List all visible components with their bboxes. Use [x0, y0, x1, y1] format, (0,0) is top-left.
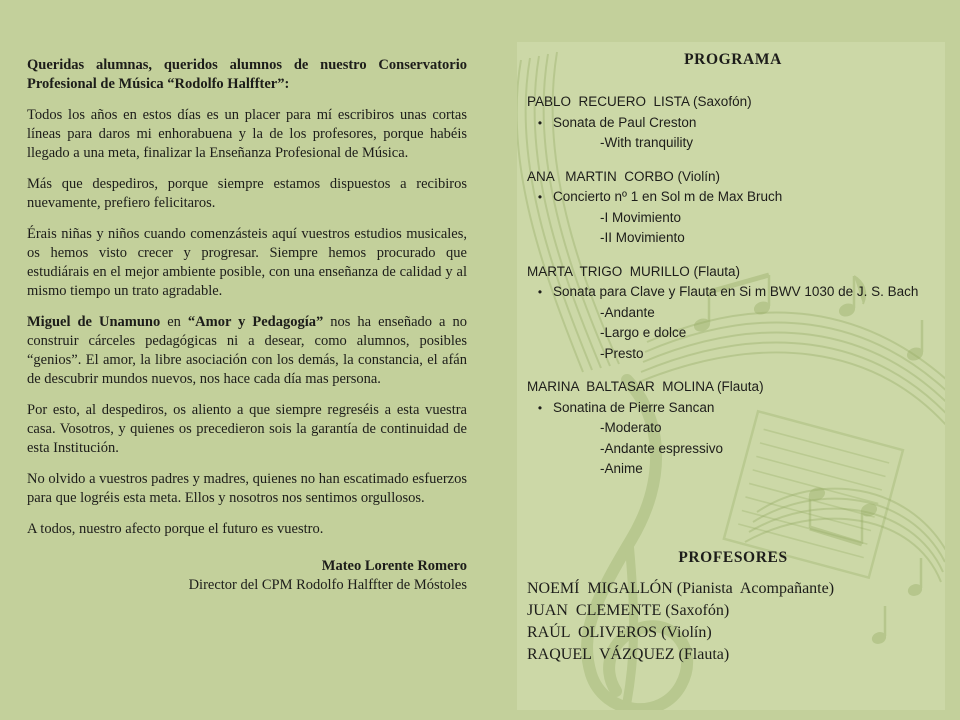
program-entry — [527, 167, 939, 249]
letter-text-bold: “Amor y Pedagogía” — [187, 314, 324, 330]
letter-text: Más que despediros, porque siempre estamos dispuestos a recibiros nuevamente, prefiero felicitaros. — [27, 176, 467, 211]
piece-line — [527, 282, 939, 303]
letter-text: Todos los años en estos días es un placer para mí escribiros unas cortas líneas para daros mi enhorabuena y la de los profesores, porque habéis llegado a una meta, finalizar la Enseñanza Profesional de Música. — [27, 107, 467, 161]
letter-paragraph — [27, 520, 467, 539]
piece-line — [527, 113, 939, 134]
letter-paragraph — [27, 56, 467, 94]
letter-text: A todos, nuestro afecto porque el futuro es vuestro. — [27, 521, 324, 537]
letter-paragraph — [27, 401, 467, 458]
letter-body — [27, 56, 467, 595]
letter-paragraph — [27, 106, 467, 163]
professors-list — [527, 578, 939, 666]
letter-text: en — [160, 314, 188, 330]
program-entry — [527, 92, 939, 154]
program-title: PROGRAMA — [684, 51, 782, 68]
movement-line: -Moderato — [600, 420, 662, 435]
program-panel — [517, 42, 945, 710]
performer-name: MARINA BALTASAR MOLINA (Flauta) — [527, 379, 764, 394]
movement-line: -Anime — [600, 461, 643, 476]
piece-line — [527, 398, 939, 419]
letter-paragraph — [27, 225, 467, 301]
letter-text: Érais niñas y niños cuando comenzásteis aquí vuestros estudios musicales, os hemos visto crecer y progresar. Siempre hemos procurado que estudiárais en el mejor ambiente posible, con una enseñanza de calidad y al mismo tiempo un trato agradable. — [27, 226, 467, 299]
movement-line: -II Movimiento — [600, 230, 685, 245]
letter-paragraph — [27, 175, 467, 213]
letter-paragraph — [27, 557, 467, 576]
movement-line: -Presto — [600, 345, 644, 361]
performer-name: ANA MARTIN CORBO (Violín) — [527, 168, 721, 184]
letter-paragraph — [27, 313, 467, 389]
professor-line: RAQUEL VÁZQUEZ (Flauta) — [527, 645, 730, 663]
bullet-icon: • — [537, 285, 543, 299]
piece-title: Sonata de Paul Creston — [553, 114, 697, 130]
letter-text-bold: Miguel de Unamuno — [27, 314, 161, 330]
professor-line: JUAN CLEMENTE (Saxofón) — [527, 601, 730, 619]
performer-name: MARTA TRIGO MURILLO (Flauta) — [527, 263, 741, 279]
letter-text: Director del CPM Rodolfo Halffter de Móstoles — [188, 577, 467, 593]
letter-paragraph — [27, 470, 467, 508]
program-entry — [527, 262, 939, 365]
program-entry — [527, 377, 939, 480]
letter-text-bold: Queridas alumnas, queridos alumnos de nuestro Conservatorio Profesional de Música “Rodolfo Halffter”: — [27, 57, 467, 92]
movement-line: -Andante espressivo — [600, 440, 724, 456]
bullet-icon: • — [537, 400, 543, 415]
letter-column — [27, 56, 467, 595]
movement-line: -Andante — [600, 304, 655, 320]
piece-title: Concierto nº 1 en Sol m de Max Bruch — [553, 189, 783, 204]
letter-text: No olvido a vuestros padres y madres, quienes no han escatimado esfuerzos para que logréis esta meta. Ellos y nosotros nos sentimos orgullosos. — [27, 471, 467, 506]
letter-text: nos ha enseñado a no construir cárceles pedagógicas ni a desear, como alumnos, posibles “genios”. El amor, la libre asociación con los demás, la constancia, el afán de descubrir mundos nuevos, nos hace cada día mas persona. — [27, 314, 467, 387]
professors-title: PROFESORES — [678, 548, 788, 566]
piece-title: Sonatina de Pierre Sancan — [553, 399, 715, 415]
performer-name: PABLO RECUERO LISTA (Saxofón) — [527, 94, 752, 109]
movement-line: -Largo e dolce — [600, 325, 687, 340]
program-panel-content — [517, 42, 945, 666]
piece-line — [527, 187, 939, 208]
program-entries — [527, 92, 939, 480]
movement-line: -With tranquility — [600, 135, 694, 150]
professor-line: RAÚL OLIVEROS (Violín) — [527, 623, 712, 641]
letter-text: Por esto, al despediros, os aliento a que siempre regreséis a esta vuestra casa. Vosotros, y quienes os precedieron sois la garantía de continuidad de esta Institución. — [27, 402, 467, 456]
letter-paragraph — [27, 576, 467, 595]
letter-text-bold: Mateo Lorente Romero — [321, 558, 467, 574]
bullet-icon: • — [537, 190, 543, 204]
movement-line: -I Movimiento — [600, 209, 682, 225]
bullet-icon: • — [537, 115, 543, 130]
piece-title: Sonata para Clave y Flauta en Si m BWV 1030 de J. S. Bach — [553, 284, 919, 299]
professor-line: NOEMÍ MIGALLÓN (Pianista Acompañante) — [527, 579, 835, 597]
